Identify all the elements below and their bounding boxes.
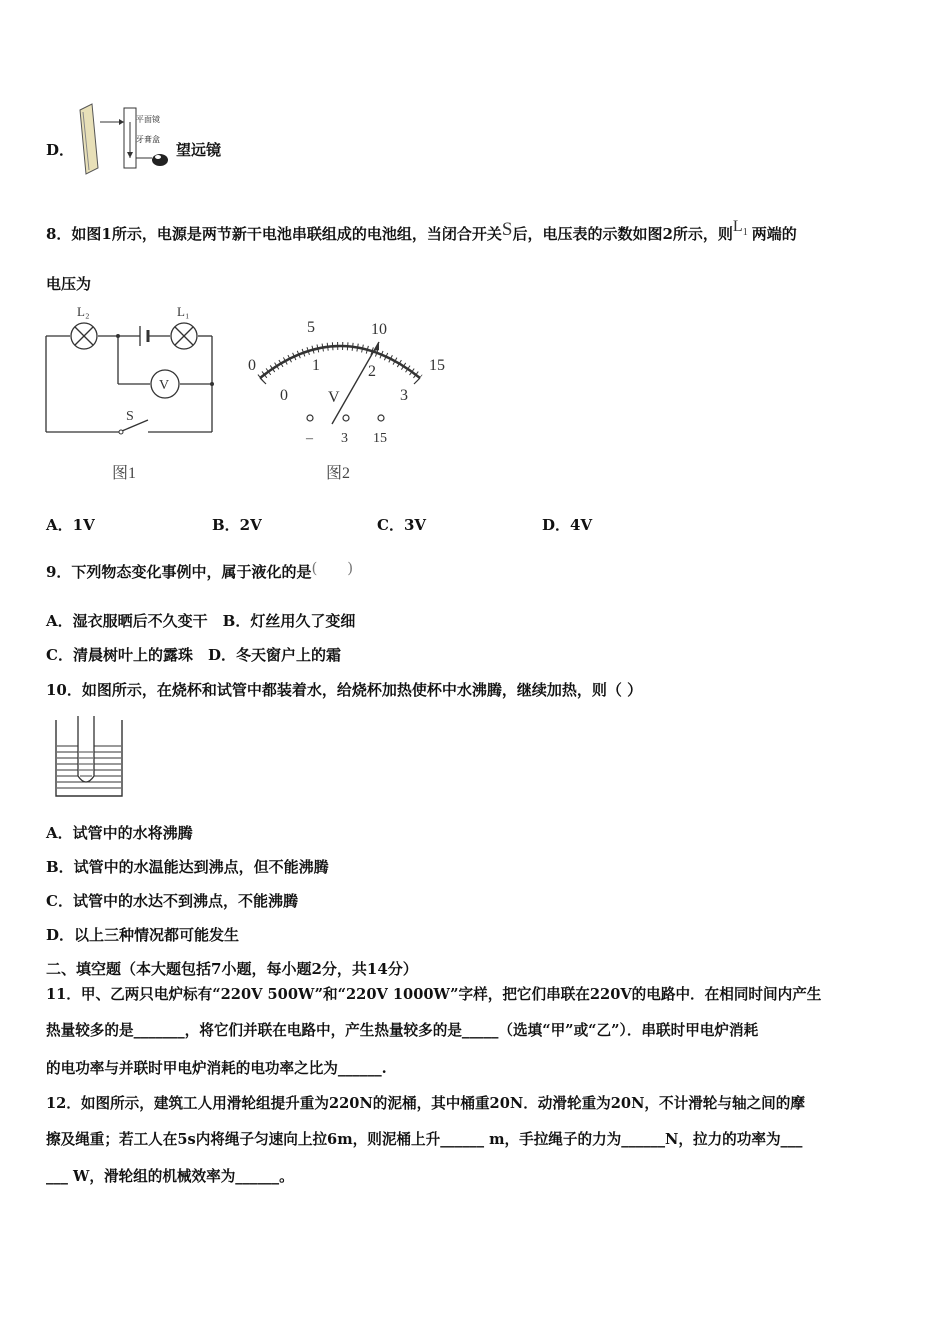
q11-line3: 的电功率与并联时甲电炉消耗的电功率之比为______. <box>46 1060 387 1077</box>
fig1-caption: 图1 <box>112 465 137 482</box>
l1-label: L₁ <box>177 304 190 319</box>
dial-v-label: V <box>328 389 340 406</box>
periscope-figure <box>74 100 174 178</box>
q8-option-d[interactable]: D．4V <box>542 516 593 534</box>
lamp-l2-icon <box>71 323 97 349</box>
fig2-caption: 图2 <box>326 465 351 482</box>
q8-stem-line1 <box>46 218 797 251</box>
terminal-neg <box>307 415 313 421</box>
bottom-tick-2: 2 <box>368 363 376 380</box>
toothpaste-box-label: 牙膏盒 <box>136 135 160 144</box>
lamp-l1-icon <box>171 323 197 349</box>
q8-option-a[interactable]: A．1V <box>46 516 95 534</box>
q7-option-d-label: D． <box>46 141 75 159</box>
q10-option-c[interactable]: C．试管中的水达不到沸点，不能沸腾 <box>46 892 298 910</box>
top-tick-15: 15 <box>429 357 445 374</box>
plane-mirror-label: 平面镜 <box>136 115 160 124</box>
q12-line1: 12．如图所示，建筑工人用滑轮组提升重为220N的泥桶，其中桶重20N．动滑轮重为20N，不计滑轮与轴之间的摩 <box>46 1095 805 1112</box>
q12-line3: ___ W，滑轮组的机械效率为______。 <box>46 1168 294 1185</box>
terminal-3-label: 3 <box>341 431 348 446</box>
switch-label: S <box>126 409 134 424</box>
battery-icon <box>140 326 148 346</box>
section-2-heading: 二、填空题（本大题包括7小题，每小题2分，共14分） <box>46 960 418 978</box>
beaker-testtube-figure <box>54 716 126 800</box>
voltmeter-label: V <box>159 378 170 393</box>
q9-stem: 9．下列物态变化事例中，属于液化的是( ) <box>46 559 354 581</box>
q10-stem: 10．如图所示，在烧杯和试管中都装着水，给烧杯加热使杯中水沸腾，继续加热，则（ ） <box>46 681 643 699</box>
q11-line2: 热量较多的是_______，将它们并联在电路中，产生热量较多的是_____（选填“甲”或“乙”）．串联时甲电炉消耗 <box>46 1022 759 1039</box>
q8-option-b[interactable]: B．2V <box>212 516 262 534</box>
top-tick-5: 5 <box>307 319 315 336</box>
bottom-tick-1: 1 <box>312 357 320 374</box>
q8-option-c[interactable]: C．3V <box>377 516 427 534</box>
circuit-diagram-fig1 <box>40 298 220 438</box>
dial-pointer <box>332 342 379 424</box>
l2-label: L₂ <box>77 304 90 319</box>
switch-s-symbol: S <box>501 219 513 240</box>
q7-option-d-text: 望远镜 <box>176 141 222 159</box>
q9-answer-bracket: ( ) <box>311 559 354 577</box>
test-tube <box>78 716 94 782</box>
top-tick-10: 10 <box>371 321 387 338</box>
bottom-tick-0: 0 <box>280 387 288 404</box>
terminal-neg-label: – <box>306 431 313 446</box>
bottom-tick-3: 3 <box>400 387 408 404</box>
q9-options-row2[interactable]: C．清晨树叶上的露珠 D．冬天窗户上的霜 <box>46 646 341 664</box>
q8-stem-part-a: 8．如图1所示，电源是两节新干电池串联组成的电池组，当闭合开关 <box>46 225 502 243</box>
q10-option-b[interactable]: B．试管中的水温能达到沸点，但不能沸腾 <box>46 858 329 876</box>
q9-options-row1[interactable]: A．湿衣服晒后不久变干 B．灯丝用久了变细 <box>46 612 356 630</box>
terminal-15-label: 15 <box>373 431 387 446</box>
q10-option-a[interactable]: A．试管中的水将沸腾 <box>46 824 193 842</box>
top-tick-0: 0 <box>248 357 256 374</box>
q10-option-d[interactable]: D．以上三种情况都可能发生 <box>46 926 240 944</box>
q8-stem-part-b: 后，电压表的示数如图2所示，则 <box>512 225 733 243</box>
terminal-15 <box>378 415 384 421</box>
q8-stem-line2: 电压为 <box>46 275 92 293</box>
q8-stem-part-c: 两端的 <box>751 225 797 243</box>
q11-line1: 11．甲、乙两只电炉标有“220V 500W”和“220V 1000W”字样，把它们串联在220V的电路中．在相同时间内产生 <box>46 986 822 1003</box>
q12-line2: 擦及绳重；若工人在5s内将绳子匀速向上拉6m，则泥桶上升______ m，手拉绳子的力为______N，拉力的功率为___ <box>46 1131 803 1148</box>
lamp-l1-symbol: $L_1$ <box>732 218 748 238</box>
terminal-3 <box>343 415 349 421</box>
voltmeter-dial-fig2 <box>240 312 460 452</box>
